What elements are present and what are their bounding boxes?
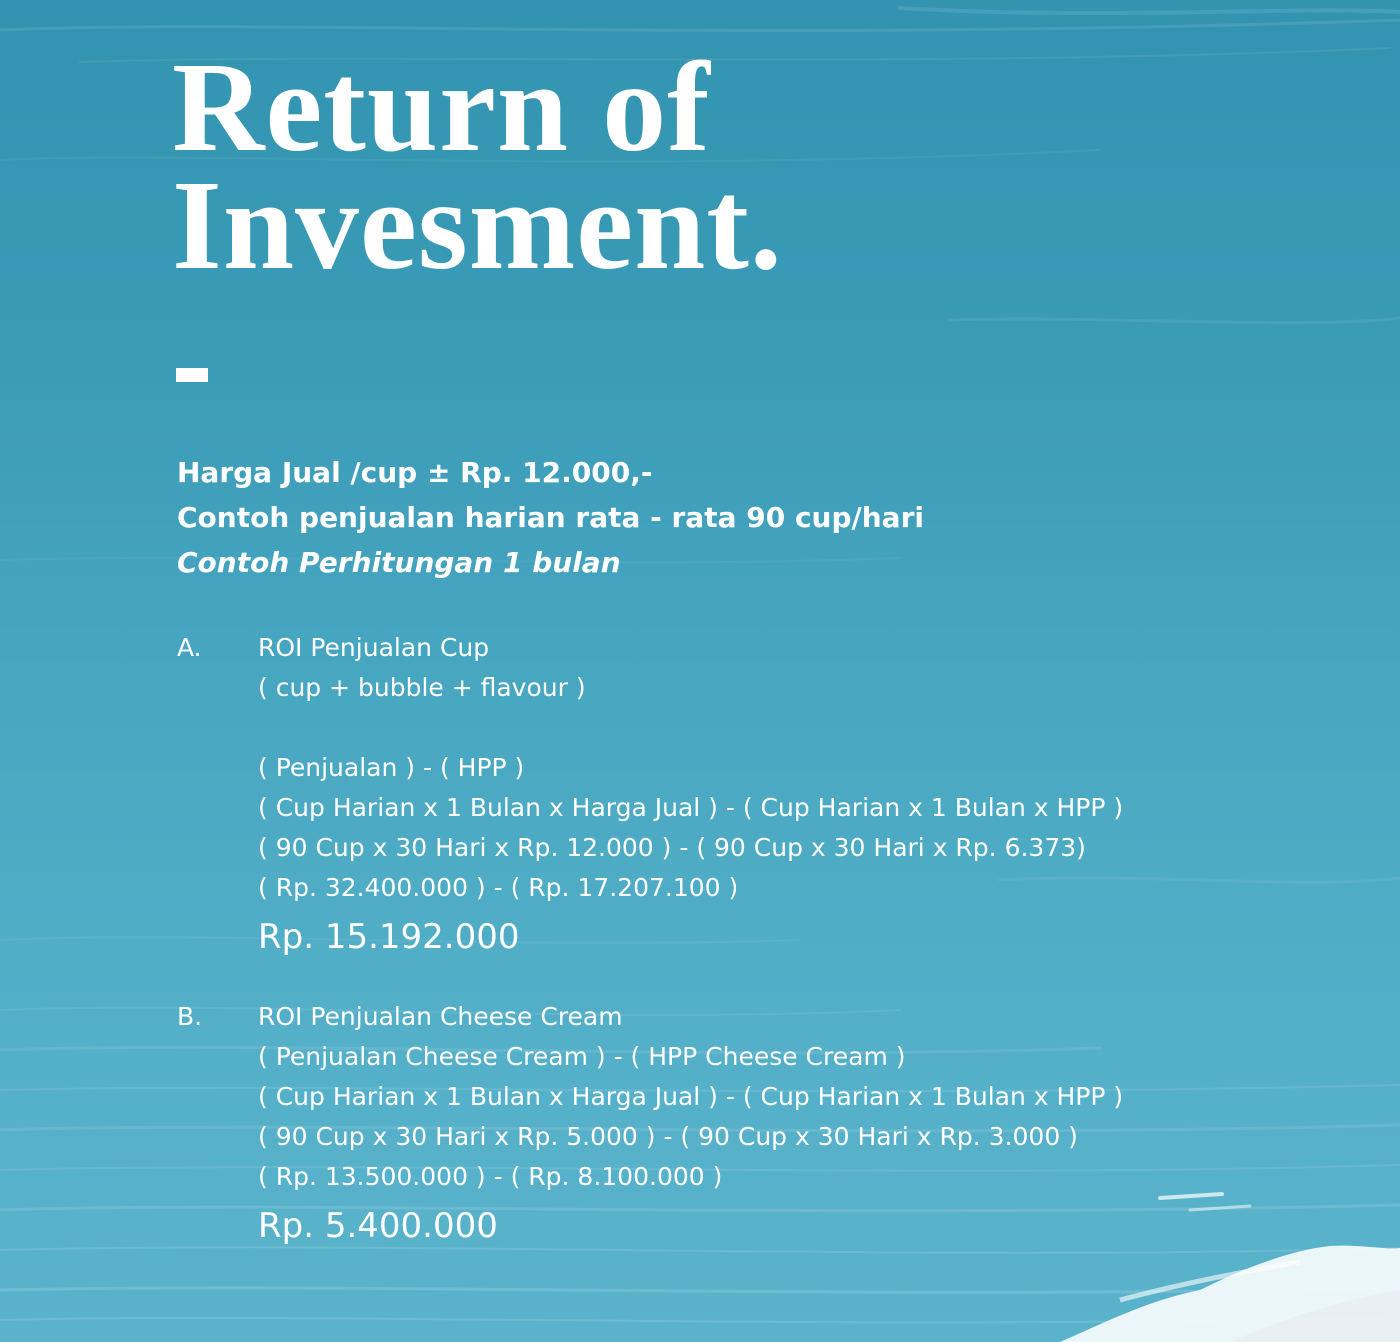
formula-line: ( 90 Cup x 30 Hari x Rp. 12.000 ) - ( 90 Cup x 30 Hari x Rp. 6.373) bbox=[258, 833, 1086, 862]
section-heading: ROI Penjualan Cup bbox=[258, 633, 490, 662]
section-letter: B. bbox=[177, 1002, 203, 1031]
selling-price: Harga Jual /cup ± Rp. 12.000,- bbox=[177, 456, 653, 489]
spacer bbox=[258, 708, 1258, 748]
title-line-2: Invesment. bbox=[172, 154, 783, 296]
formula-line: ( Penjualan Cheese Cream ) - ( HPP Cheese Cream ) bbox=[258, 1042, 906, 1071]
formula-line: ( 90 Cup x 30 Hari x Rp. 5.000 ) - ( 90 Cup x 30 Hari x Rp. 3.000 ) bbox=[258, 1122, 1078, 1151]
formula-line: ( Penjualan ) - ( HPP ) bbox=[258, 753, 525, 782]
formula-line: ( Cup Harian x 1 Bulan x Harga Jual ) - ( Cup Harian x 1 Bulan x HPP ) bbox=[258, 1082, 1124, 1111]
daily-sales-example: Contoh penjualan harian rata - rata 90 cup/hari bbox=[177, 501, 924, 534]
calculation-note: Contoh Perhitungan 1 bulan bbox=[177, 546, 621, 579]
page-title bbox=[172, 36, 783, 296]
intro-block bbox=[177, 450, 924, 585]
section-body bbox=[258, 997, 1258, 1255]
section-total: Rp. 5.400.000 bbox=[258, 1206, 498, 1246]
section-total: Rp. 15.192.000 bbox=[258, 917, 520, 957]
title-line-1: Return of bbox=[172, 36, 711, 178]
section-heading: ROI Penjualan Cheese Cream bbox=[258, 1002, 623, 1031]
title-divider bbox=[176, 368, 208, 382]
formula-line: ( Rp. 13.500.000 ) - ( Rp. 8.100.000 ) bbox=[258, 1162, 723, 1191]
formula-line: ( Cup Harian x 1 Bulan x Harga Jual ) - ( Cup Harian x 1 Bulan x HPP ) bbox=[258, 793, 1124, 822]
section-body bbox=[258, 628, 1258, 966]
section-letter: A. bbox=[177, 633, 202, 662]
section-subheading: ( cup + bubble + flavour ) bbox=[258, 673, 586, 702]
formula-line: ( Rp. 32.400.000 ) - ( Rp. 17.207.100 ) bbox=[258, 873, 739, 902]
